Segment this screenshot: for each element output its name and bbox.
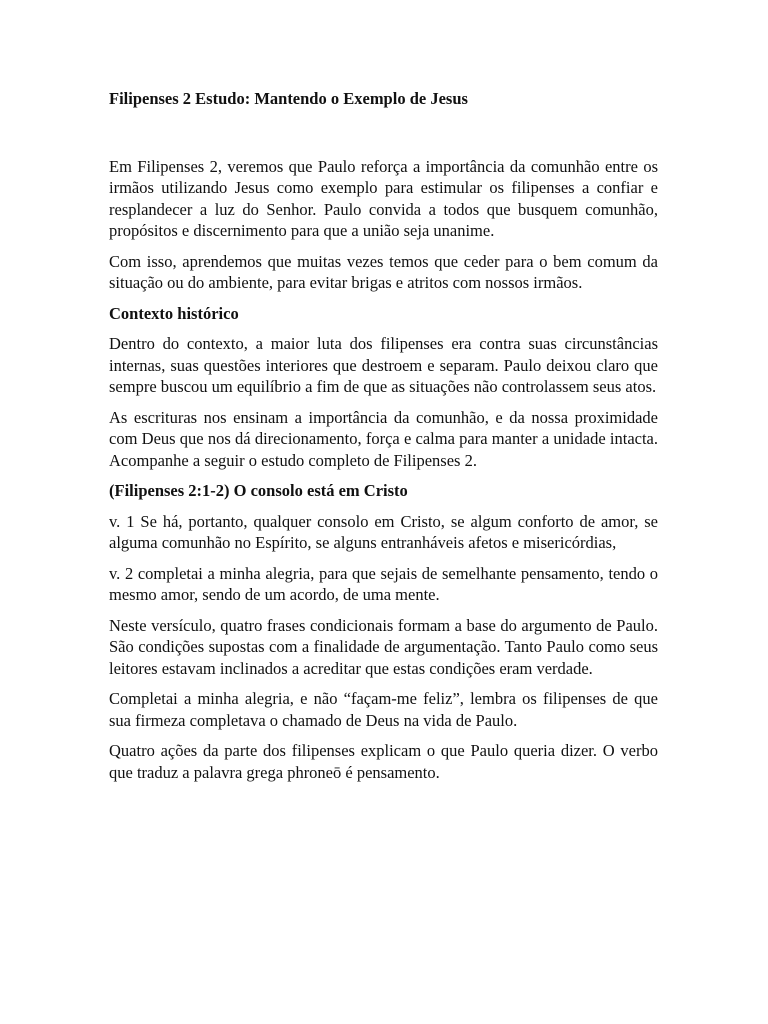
paragraph-lesson: Com isso, aprendemos que muitas vezes temos que ceder para o bem comum da situação ou do ambiente, para evitar brigas e atritos com nossos irmãos. xyxy=(109,251,658,292)
paragraph-context: Dentro do contexto, a maior luta dos filipenses era contra suas circunstâncias internas, suas questões interiores que destroem e separam. Paulo deixou claro que sempre buscou um equilíbrio a fim de que as situações não controlassem seus atos. xyxy=(109,334,658,396)
paragraph-phroneo: Quatro ações da parte dos filipenses explicam o que Paulo queria dizer. O verbo que traduz a palavra grega phroneō é pensamento. xyxy=(109,741,658,782)
paragraph-intro: Em Filipenses 2, veremos que Paulo reforça a importância da comunhão entre os irmãos utilizando Jesus como exemplo para estimular os filipenses a confiar e resplandecer a luz do Senhor. Paulo convida a todos que busquem comunhão, propósitos e discernimento para que a união seja unanime. xyxy=(109,156,658,240)
paragraph-verse-2: v. 2 completai a minha alegria, para que sejais de semelhante pensamento, tendo o mesmo amor, sendo de um acordo, de uma mente. xyxy=(109,563,658,604)
document-page xyxy=(109,88,658,792)
section-heading-historical-context: Contexto histórico xyxy=(109,303,239,323)
paragraph-conditions: Neste versículo, quatro frases condicionais formam a base do argumento de Paulo. São condições supostas com a finalidade de argumentação. Tanto Paulo como seus leitores estavam inclinados a acreditar que estas condições eram verdade. xyxy=(109,615,658,678)
document-title: Filipenses 2 Estudo: Mantendo o Exemplo de Jesus xyxy=(109,89,468,108)
paragraph-verse-1: v. 1 Se há, portanto, qualquer consolo em Cristo, se algum conforto de amor, se alguma comunhão no Espírito, se alguns entranháveis afetos e misericórdias, xyxy=(109,511,658,552)
section-heading-consolation: (Filipenses 2:1-2) O consolo está em Cristo xyxy=(109,481,408,500)
paragraph-scriptures: As escrituras nos ensinam a importância da comunhão, e da nossa proximidade com Deus que nos dá direcionamento, força e calma para manter a unidade intacta. Acompanhe a seguir o estudo completo de Filipenses 2. xyxy=(109,407,658,470)
paragraph-joy: Completai a minha alegria, e não “façam-me feliz”, lembra os filipenses de que sua firmeza completava o chamado de Deus na vida de Paulo. xyxy=(109,689,658,730)
